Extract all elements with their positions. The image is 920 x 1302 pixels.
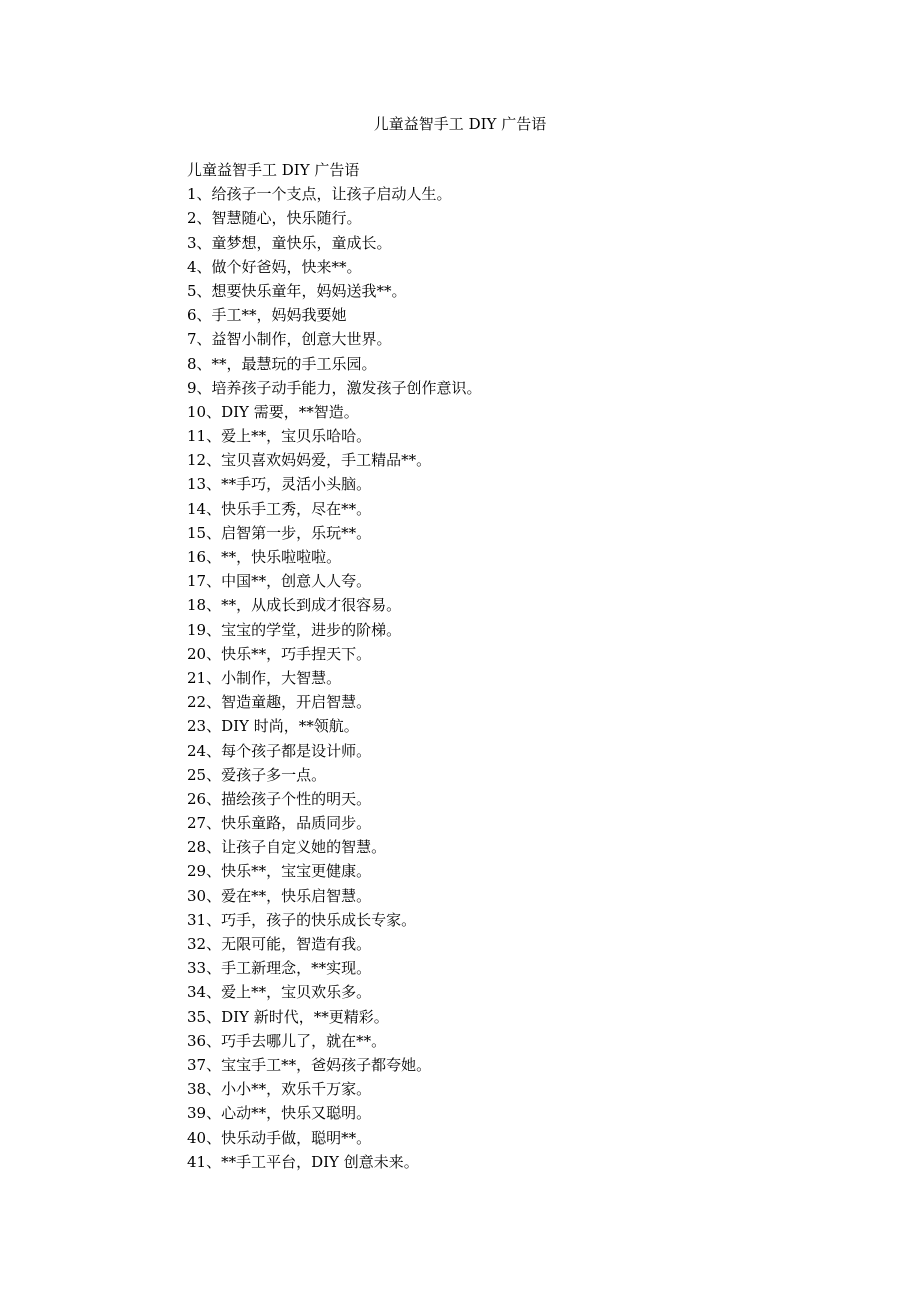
slogan-item: 35、DIY 新时代，**更精彩。 bbox=[187, 1007, 389, 1026]
slogan-item: 15、启智第一步，乐玩**。 bbox=[187, 523, 372, 542]
slogan-item: 36、巧手去哪儿了，就在**。 bbox=[187, 1031, 387, 1050]
slogan-item: 5、想要快乐童年，妈妈送我**。 bbox=[187, 281, 407, 300]
slogan-item: 10、DIY 需要，**智造。 bbox=[187, 402, 359, 421]
slogan-item: 12、宝贝喜欢妈妈爱，手工精品**。 bbox=[187, 451, 432, 470]
slogan-item: 32、无限可能，智造有我。 bbox=[187, 935, 372, 953]
slogan-item: 29、快乐**，宝宝更健康。 bbox=[187, 862, 372, 881]
slogan-item: 8、**，最慧玩的手工乐园。 bbox=[187, 354, 377, 373]
slogan-item: 16、**，快乐啦啦啦。 bbox=[187, 548, 342, 566]
slogan-item: 24、每个孩子都是设计师。 bbox=[187, 741, 372, 760]
slogan-item: 25、爱孩子多一点。 bbox=[187, 765, 327, 784]
slogan-item: 40、快乐动手做，聪明**。 bbox=[187, 1128, 372, 1147]
slogan-item: 22、智造童趣，开启智慧。 bbox=[187, 693, 372, 712]
slogan-item: 6、手工**，妈妈我要她 bbox=[187, 306, 347, 325]
document-body bbox=[187, 158, 827, 1174]
slogan-item: 31、巧手，孩子的快乐成长专家。 bbox=[187, 910, 417, 929]
slogan-item: 33、手工新理念，**实现。 bbox=[187, 959, 372, 978]
document-subtitle: 儿童益智手工 DIY 广告语 bbox=[187, 161, 360, 179]
slogan-item: 41、**手工平台，DIY 创意未来。 bbox=[187, 1152, 419, 1171]
slogan-item: 37、宝宝手工**，爸妈孩子都夸她。 bbox=[187, 1055, 432, 1074]
slogan-item: 28、让孩子自定义她的智慧。 bbox=[187, 838, 387, 857]
slogan-list bbox=[187, 182, 827, 1174]
slogan-item: 18、**，从成长到成才很容易。 bbox=[187, 596, 402, 615]
slogan-item: 21、小制作，大智慧。 bbox=[187, 668, 342, 687]
slogan-item: 30、爱在**，快乐启智慧。 bbox=[187, 886, 372, 905]
slogan-item: 34、爱上**，宝贝欢乐多。 bbox=[187, 983, 372, 1002]
slogan-item: 27、快乐童路，品质同步。 bbox=[187, 814, 372, 833]
slogan-item: 9、培养孩子动手能力，激发孩子创作意识。 bbox=[187, 378, 482, 397]
slogan-item: 26、描绘孩子个性的明天。 bbox=[187, 789, 372, 808]
document-title: 儿童益智手工 DIY 广告语 bbox=[373, 115, 547, 133]
slogan-item: 14、快乐手工秀，尽在**。 bbox=[187, 499, 372, 518]
slogan-item: 17、中国**，创意人人夸。 bbox=[187, 572, 372, 591]
slogan-item: 39、心动**，快乐又聪明。 bbox=[187, 1104, 372, 1123]
slogan-item: 4、做个好爸妈，快来**。 bbox=[187, 257, 362, 276]
slogan-item: 2、智慧随心，快乐随行。 bbox=[187, 209, 362, 228]
slogan-item: 1、给孩子一个支点，让孩子启动人生。 bbox=[187, 185, 452, 204]
slogan-item: 20、快乐**，巧手捏天下。 bbox=[187, 644, 372, 663]
slogan-item: 13、**手巧，灵活小头脑。 bbox=[187, 475, 372, 494]
slogan-item: 7、益智小制作，创意大世界。 bbox=[187, 330, 392, 349]
slogan-item: 19、宝宝的学堂，进步的阶梯。 bbox=[187, 620, 402, 639]
slogan-item: 3、童梦想，童快乐，童成长。 bbox=[187, 233, 392, 252]
slogan-item: 38、小小**，欢乐千万家。 bbox=[187, 1080, 372, 1099]
slogan-item: 11、爱上**，宝贝乐哈哈。 bbox=[187, 427, 372, 446]
slogan-item: 23、DIY 时尚，**领航。 bbox=[187, 717, 359, 736]
